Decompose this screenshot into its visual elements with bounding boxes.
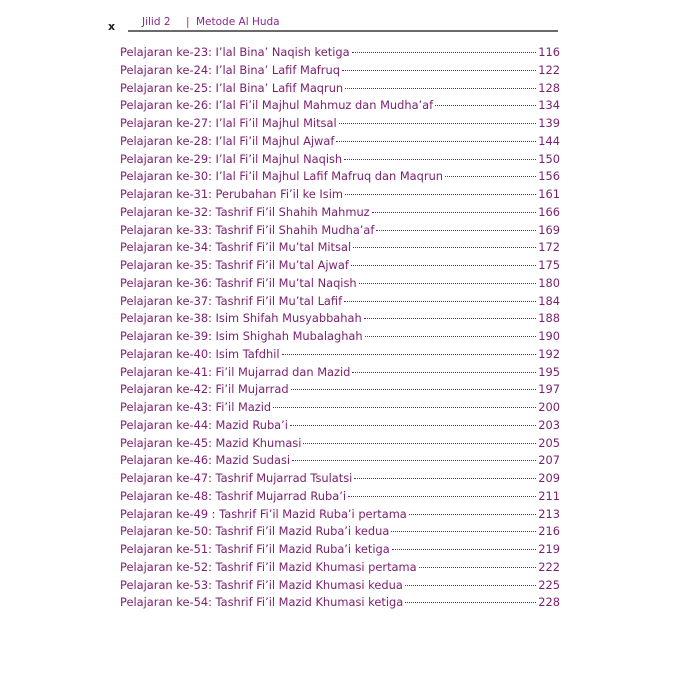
dot-leader: [282, 354, 537, 355]
dot-leader: [364, 318, 537, 319]
toc-entry-page: 161: [538, 187, 560, 201]
toc-entry: [120, 595, 560, 613]
toc-entry-title: Pelajaran ke-29: I’lal Fi’il Majhul Naqish: [120, 151, 343, 166]
toc-entry: [120, 471, 560, 489]
dot-leader: [345, 194, 536, 195]
toc-entry: [120, 152, 560, 170]
toc-entry-page: 134: [538, 98, 560, 113]
dot-leader: [290, 425, 536, 426]
dot-leader: [351, 265, 536, 266]
toc-entry-title: Pelajaran ke-44: Mazid Ruba’i: [120, 417, 288, 432]
toc-entry: [120, 81, 560, 99]
toc-entry: [120, 187, 560, 205]
toc-entry-page: 190: [538, 329, 560, 343]
toc-entry: [120, 578, 560, 596]
toc-entry-page: 192: [538, 346, 560, 361]
toc-entry: [120, 418, 560, 436]
toc-entry-title: Pelajaran ke-43: Fi’il Mazid: [120, 400, 272, 414]
toc-entry-title: Pelajaran ke-41: Fi’il Mujarrad dan Mazid: [120, 364, 351, 379]
toc-entry-page: 188: [538, 311, 560, 326]
toc-entry-page: 197: [538, 382, 560, 397]
toc-entry-title: Pelajaran ke-31: Perubahan Fi’il ke Isim: [120, 187, 343, 201]
dot-leader: [303, 443, 536, 444]
toc-entry-title: Pelajaran ke-51: Tashrif Fi’il Mazid Ruba’i ketiga: [120, 542, 390, 556]
toc-entry-page: 216: [538, 524, 560, 539]
toc-entry-page: 150: [538, 151, 560, 166]
toc-entry-title: Pelajaran ke-26: I’lal Fi’il Majhul Mahmuz dan Mudha’af: [120, 98, 434, 113]
toc-entry: [120, 134, 560, 152]
toc-entry-page: 222: [538, 559, 560, 574]
toc-entry: [120, 436, 560, 454]
toc-entry-title: Pelajaran ke-23: I’lal Bina’ Naqish ketiga: [120, 45, 350, 59]
toc-entry: [120, 329, 560, 347]
toc-entry-page: 175: [538, 258, 560, 272]
toc-entry: [120, 45, 560, 63]
toc-entry-page: 116: [538, 45, 560, 59]
dot-leader: [435, 105, 536, 106]
toc-entry-page: 200: [538, 400, 560, 414]
dot-leader: [344, 301, 536, 302]
toc-entry-title: Pelajaran ke-48: Tashrif Mujarrad Ruba’i: [120, 488, 347, 503]
toc-entry-title: Pelajaran ke-42: Fi’il Mujarrad: [120, 382, 289, 397]
toc-entry-title: Pelajaran ke-54: Tashrif Fi’il Mazid Khumasi ketiga: [120, 595, 404, 610]
page-number-roman: x: [108, 20, 116, 33]
dot-leader: [348, 496, 536, 497]
table-of-contents: [120, 45, 560, 613]
dot-leader: [336, 141, 536, 142]
volume-label: Jilid 2: [142, 16, 171, 28]
toc-entry: [120, 98, 560, 116]
toc-entry-page: 144: [538, 133, 560, 148]
dot-leader: [376, 230, 536, 231]
toc-entry-title: Pelajaran ke-36: Tashrif Fi’il Mu’tal Naqish: [120, 275, 357, 290]
toc-entry: [120, 365, 560, 383]
toc-entry: [120, 258, 560, 276]
dot-leader: [352, 52, 537, 53]
toc-entry-title: Pelajaran ke-25: I’lal Bina’ Lafif Maqrun: [120, 80, 344, 95]
toc-entry-title: Pelajaran ke-37: Tashrif Fi’il Mu’tal Lafif: [120, 293, 343, 308]
dot-leader: [392, 549, 537, 550]
toc-entry-page: 219: [538, 542, 560, 556]
toc-entry: [120, 223, 560, 241]
dot-leader: [445, 176, 536, 177]
toc-entry-title: Pelajaran ke-24: I’lal Bina’ Lafif Mafruq: [120, 62, 340, 77]
toc-entry-page: 225: [538, 577, 560, 592]
toc-entry-title: Pelajaran ke-33: Tashrif Fi’il Shahih Mudha’af: [120, 222, 375, 237]
toc-entry-page: 228: [538, 595, 560, 610]
toc-entry: [120, 240, 560, 258]
dot-leader: [352, 372, 536, 373]
toc-entry-title: Pelajaran ke-30: I’lal Fi’il Majhul Lafif Mafruq dan Maqrun: [120, 169, 444, 184]
dot-leader: [353, 247, 536, 248]
dot-leader: [292, 460, 536, 461]
toc-entry-page: 211: [538, 488, 560, 503]
toc-entry: [120, 400, 560, 418]
toc-entry-page: 122: [538, 62, 560, 77]
toc-entry: [120, 489, 560, 507]
dot-leader: [344, 159, 536, 160]
toc-entry-page: 207: [538, 453, 560, 468]
toc-entry-title: Pelajaran ke-35: Tashrif Fi’il Mu’tal Ajwaf: [120, 258, 349, 272]
toc-entry-title: Pelajaran ke-52: Tashrif Fi’il Mazid Khumasi pertama: [120, 559, 417, 574]
toc-entry: [120, 524, 560, 542]
toc-entry: [120, 453, 560, 471]
toc-entry: [120, 347, 560, 365]
toc-entry: [120, 560, 560, 578]
toc-entry-title: Pelajaran ke-28: I’lal Fi’il Majhul Ajwaf: [120, 133, 335, 148]
dot-leader: [345, 88, 536, 89]
toc-entry-page: 172: [538, 240, 560, 255]
toc-entry-page: 205: [538, 435, 560, 450]
toc-entry-page: 169: [538, 222, 560, 237]
toc-entry: [120, 542, 560, 560]
toc-entry: [120, 116, 560, 134]
toc-entry: [120, 507, 560, 525]
toc-entry-page: 203: [538, 417, 560, 432]
toc-entry-title: Pelajaran ke-39: Isim Shighah Mubalaghah: [120, 329, 363, 343]
running-header: [0, 0, 686, 40]
toc-entry-page: 213: [538, 506, 560, 521]
toc-entry-page: 184: [538, 293, 560, 308]
toc-entry-title: Pelajaran ke-34: Tashrif Fi’il Mu’tal Mitsal: [120, 240, 352, 255]
dot-leader: [342, 70, 536, 71]
toc-entry-page: 166: [538, 204, 560, 219]
toc-entry-title: Pelajaran ke-27: I’lal Fi’il Majhul Mitsal: [120, 116, 337, 130]
toc-entry-page: 128: [538, 80, 560, 95]
dot-leader: [391, 531, 536, 532]
toc-entry: [120, 205, 560, 223]
dot-leader: [354, 478, 536, 479]
toc-entry-page: 209: [538, 471, 560, 485]
series-title: Metode Al Huda: [196, 16, 280, 28]
toc-entry-title: Pelajaran ke-53: Tashrif Fi’il Mazid Khumasi kedua: [120, 577, 403, 592]
toc-entry-title: Pelajaran ke-40: Isim Tafdhil: [120, 346, 280, 361]
toc-entry-title: Pelajaran ke-45: Mazid Khumasi: [120, 435, 302, 450]
toc-entry-title: Pelajaran ke-32: Tashrif Fi’il Shahih Mahmuz: [120, 204, 370, 219]
toc-entry: [120, 294, 560, 312]
dot-leader: [365, 336, 537, 337]
header-separator: |: [186, 16, 190, 28]
toc-entry-page: 180: [538, 275, 560, 290]
toc-entry-title: Pelajaran ke-47: Tashrif Mujarrad Tsulatsi: [120, 471, 353, 485]
dot-leader: [419, 567, 537, 568]
dot-leader: [372, 212, 537, 213]
toc-entry-page: 139: [538, 116, 560, 130]
toc-entry: [120, 382, 560, 400]
toc-entry: [120, 276, 560, 294]
toc-entry-title: Pelajaran ke-50: Tashrif Fi’il Mazid Ruba’i kedua: [120, 524, 390, 539]
toc-entry-page: 156: [538, 169, 560, 184]
dot-leader: [339, 123, 537, 124]
toc-entry-page: 195: [538, 364, 560, 379]
toc-entry-title: Pelajaran ke-46: Mazid Sudasi: [120, 453, 291, 468]
dot-leader: [409, 514, 536, 515]
toc-entry: [120, 169, 560, 187]
dot-leader: [405, 602, 536, 603]
dot-leader: [291, 389, 537, 390]
toc-entry: [120, 311, 560, 329]
dot-leader: [273, 407, 536, 408]
toc-entry-title: Pelajaran ke-49 : Tashrif Fi’il Mazid Ruba’i pertama: [120, 506, 407, 521]
toc-entry: [120, 63, 560, 81]
dot-leader: [405, 585, 536, 586]
toc-entry-title: Pelajaran ke-38: Isim Shifah Musyabbahah: [120, 311, 362, 326]
dot-leader: [359, 283, 537, 284]
header-rule: [128, 30, 558, 32]
